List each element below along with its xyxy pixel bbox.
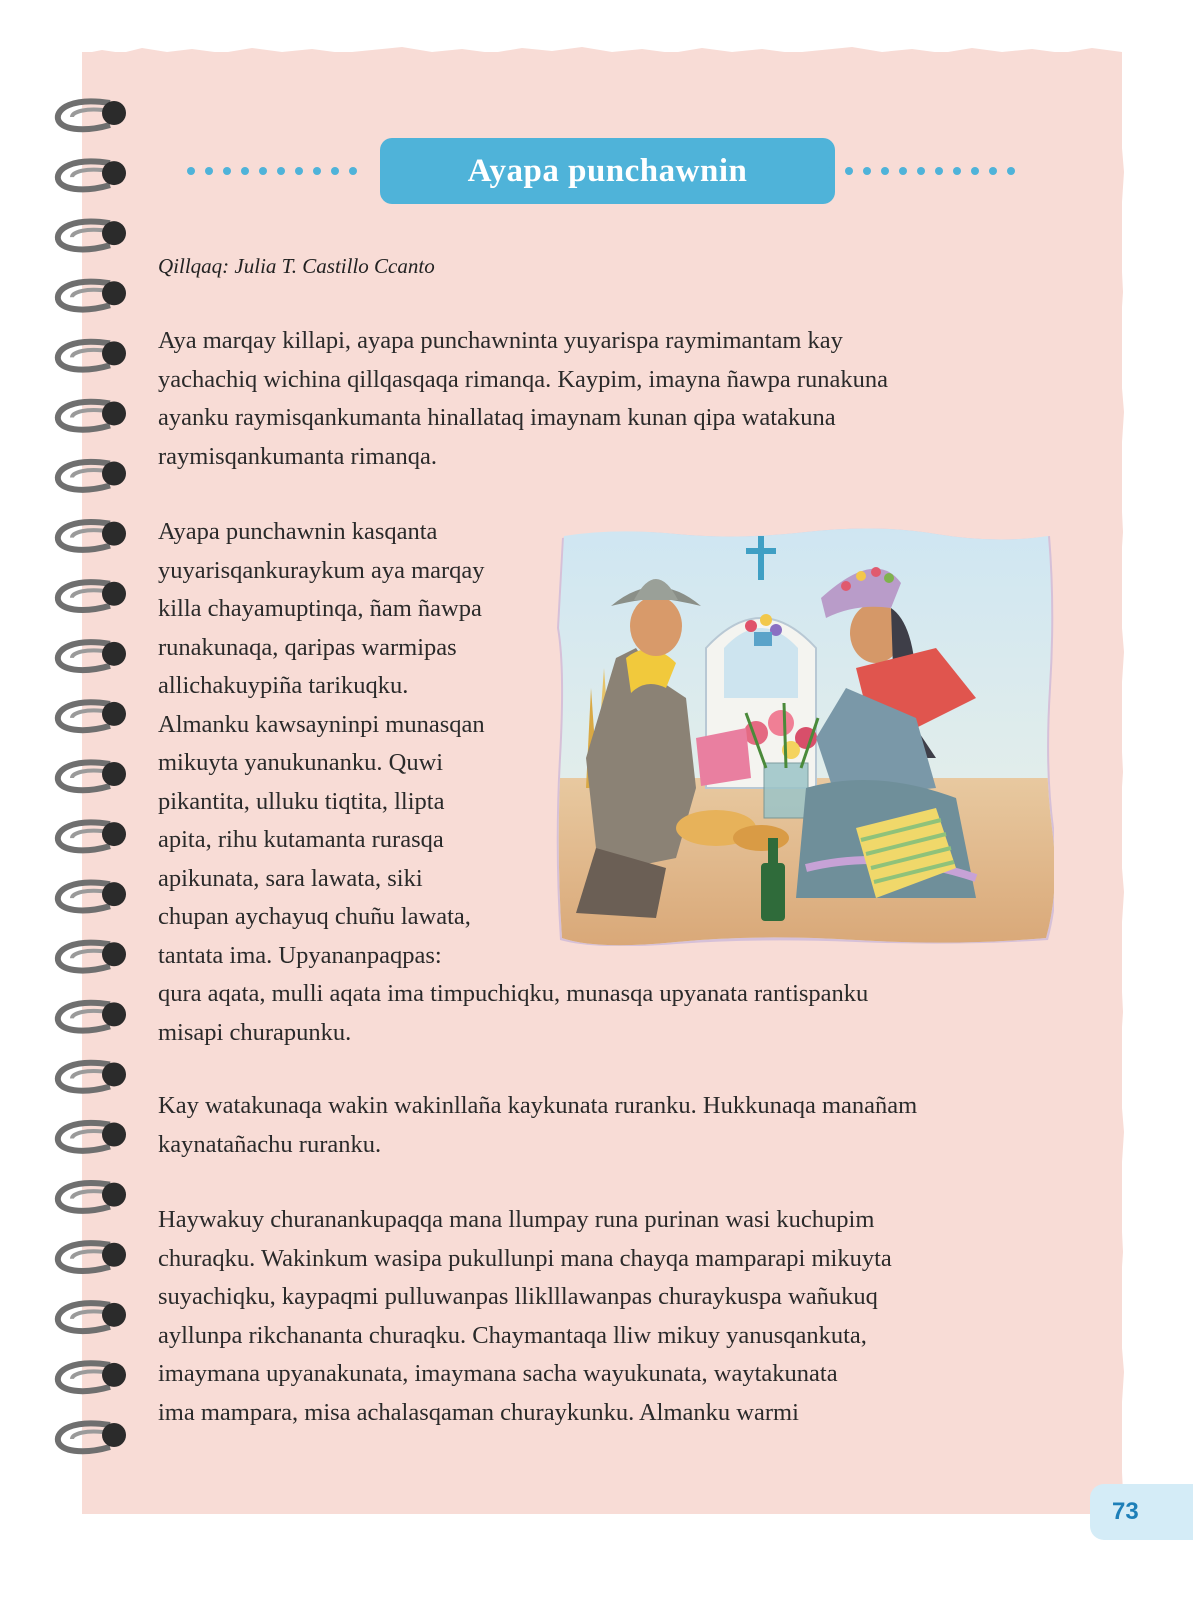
spiral-ring-icon bbox=[58, 281, 126, 309]
spiral-ring-icon bbox=[58, 1183, 126, 1211]
text-line: Almanku kawsayninpi munasqan bbox=[158, 710, 485, 738]
spiral-ring-icon bbox=[58, 1123, 126, 1151]
text-line: raymisqankumanta rimanqa. bbox=[158, 442, 437, 470]
spiral-ring-icon bbox=[58, 942, 126, 970]
text-line: Aya marqay killapi, ayapa punchawninta yuyarispa raymimantam kay bbox=[158, 327, 843, 354]
spiral-ring-icon bbox=[58, 1002, 126, 1030]
text-line: apikunata, sara lawata, siki bbox=[158, 864, 423, 892]
text-line: ayanku raymisqankumanta hinallataq imaynam kunan qipa watakuna bbox=[158, 404, 836, 431]
text-line: allichakuypiña tarikuqku. bbox=[158, 672, 409, 699]
text-line: churaqku. Wakinkum wasipa pukullunpi mana chayqa mamparapi mikuyta bbox=[158, 1244, 892, 1272]
text-line: mikuyta yanukunanku. Quwi bbox=[158, 749, 444, 776]
paragraph-1 bbox=[158, 322, 888, 476]
spiral-ring-icon bbox=[58, 702, 126, 730]
spiral-ring-icon bbox=[58, 522, 126, 550]
author-line: Qillqaq: Julia T. Castillo Ccanto bbox=[158, 254, 435, 278]
text-line: pikantita, ulluku tiqtita, llipta bbox=[158, 787, 445, 815]
spiral-ring-icon bbox=[58, 1303, 126, 1331]
spiral-ring-icon bbox=[58, 221, 126, 249]
page-number: 73 bbox=[1112, 1498, 1139, 1525]
text-line: ima mampara, misa achalasqaman churaykunku. Almanku warmi bbox=[158, 1398, 799, 1426]
spiral-ring-icon bbox=[58, 1363, 126, 1391]
paragraph-4 bbox=[158, 1201, 892, 1432]
dotted-line-left bbox=[186, 166, 366, 176]
text-line: Kay watakunaqa wakin wakinllaña kaykunata ruranku. Hukkunaqa manañam bbox=[158, 1092, 918, 1119]
text-line: yuyarisqankuraykum aya marqay bbox=[158, 556, 485, 584]
all-saints-day-cemetery-illustration bbox=[556, 528, 1054, 946]
paragraph-3 bbox=[158, 1087, 917, 1164]
text-line: Ayapa punchawnin kasqanta bbox=[158, 518, 438, 545]
text-line: killa chayamuptinqa, ñam ñawpa bbox=[158, 595, 482, 622]
spiral-ring-icon bbox=[58, 1243, 126, 1271]
text-line: chupan aychayuq chuñu lawata, bbox=[158, 903, 471, 930]
text-line: qura aqata, mulli aqata ima timpuchiqku, munasqa upyanata rantispanku bbox=[158, 980, 869, 1007]
text-line: ayllunpa rikchananta churaqku. Chaymantaqa lliw mikuy yanusqankuta, bbox=[158, 1321, 867, 1349]
text-line: tantata ima. Upyananpaqpas: bbox=[158, 941, 442, 969]
spiral-ring-icon bbox=[58, 642, 126, 670]
text-line: kaynatañachu ruranku. bbox=[158, 1130, 382, 1158]
text-line: runakunaqa, qaripas warmipas bbox=[158, 633, 457, 661]
spiral-ring-icon bbox=[58, 1062, 126, 1090]
text-line: Haywakuy churanankupaqqa mana llumpay runa purinan wasi kuchupim bbox=[158, 1206, 875, 1233]
spiral-ring-icon bbox=[58, 1423, 126, 1451]
text-line: yachachiq wichina qillqasqaqa rimanqa. Kaypim, imayna ñawpa runakuna bbox=[158, 365, 888, 393]
spiral-ring-icon bbox=[58, 161, 126, 189]
spiral-ring-icon bbox=[58, 462, 126, 490]
page-title: Ayapa punchawnin bbox=[467, 152, 748, 189]
text-line: misapi churapunku. bbox=[158, 1018, 352, 1046]
spiral-ring-icon bbox=[58, 101, 126, 129]
spiral-binding-icon bbox=[52, 95, 132, 1475]
spiral-ring-icon bbox=[58, 401, 126, 429]
page-number-tab bbox=[1090, 1484, 1193, 1540]
spiral-ring-icon bbox=[58, 822, 126, 850]
title-banner bbox=[186, 138, 1046, 204]
torn-right-edge bbox=[1110, 52, 1130, 1514]
spiral-ring-icon bbox=[58, 341, 126, 369]
text-line: suyachiqku, kaypaqmi pulluwanpas lliklllawanpas churaykuspa wañukuq bbox=[158, 1283, 878, 1310]
text-line: apita, rihu kutamanta rurasqa bbox=[158, 826, 444, 853]
spiral-ring-icon bbox=[58, 762, 126, 790]
title-box bbox=[380, 138, 835, 204]
text-line: imaymana upyanakunata, imaymana sacha wayukunata, waytakunata bbox=[158, 1360, 838, 1387]
spiral-ring-icon bbox=[58, 882, 126, 910]
spiral-ring-icon bbox=[58, 582, 126, 610]
dotted-line-right bbox=[826, 166, 1026, 176]
